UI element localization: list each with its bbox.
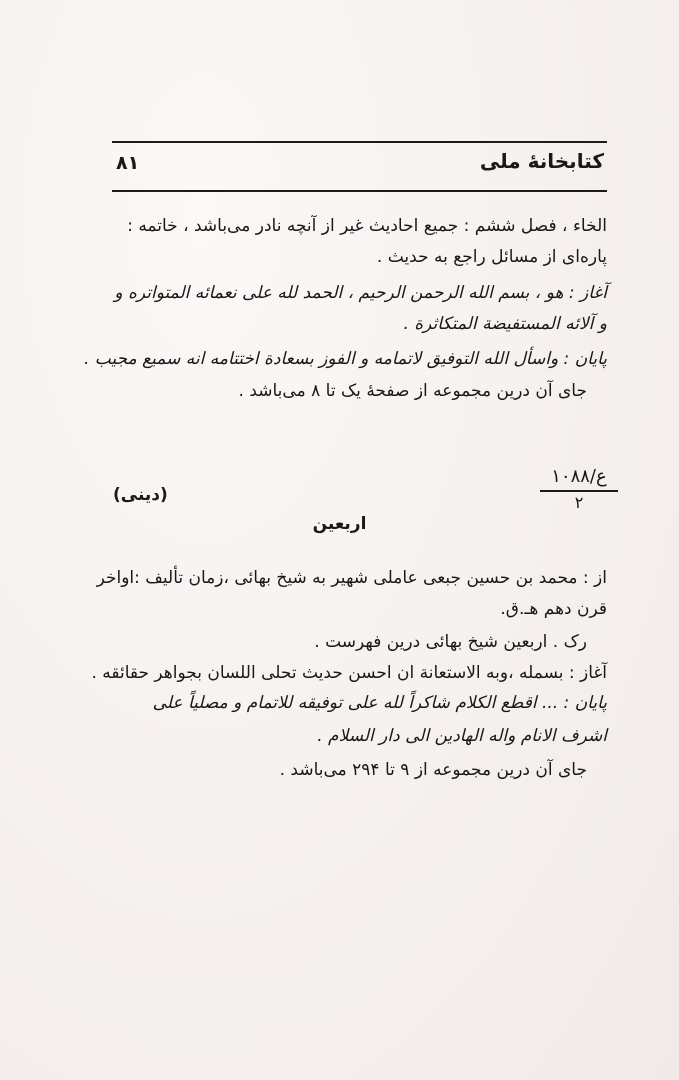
page-number: ۸۱	[116, 152, 140, 174]
entry-author-line-2: قرن دهم هـ.ق.	[500, 599, 607, 619]
entry-incipit: آغاز : بسمله ،وبه الاستعانة ان احسن حدیث تحلی اللسان بجواهر حقائقه .	[91, 663, 607, 683]
entry-title: اربعین	[312, 514, 367, 534]
entry-explicit-1: پایان : ... اقطع الکلام شاکراً لله علی توفیقه للاتمام و مصلیاً علی	[152, 693, 607, 713]
prev-entry-incipit-1: آغاز : هو ، بسم الله الرحمن الرحیم ، الحمد لله علی نعمائه المتواتره و	[114, 283, 607, 303]
header-top-rule	[112, 141, 607, 143]
entry-reference: رک . اربعین شیخ بهائی درین فهرست .	[314, 632, 587, 652]
prev-entry-location: جای آن درین مجموعه از صفحهٔ یک تا ۸ می‌باشد .	[238, 381, 587, 401]
prev-entry-line-2: پاره‌ای از مسائل راجع به حدیث .	[376, 247, 607, 267]
entry-author-line-1: از : محمد بن حسین جبعی عاملی شهیر به شیخ بهائی ،زمان تألیف :اواخر	[96, 568, 607, 588]
prev-entry-incipit-2: و آلائه المستفیضة المتکاثرة .	[403, 314, 607, 334]
shelf-mark	[540, 466, 618, 512]
entry-location: جای آن درین مجموعه از ۹ تا ۲۹۴ می‌باشد .	[279, 760, 587, 780]
entry-explicit-2: اشرف الانام واله الهادین الی دار السلام .	[317, 726, 607, 746]
entry-category: (دینی)	[113, 485, 168, 505]
running-header-title: کتابخانهٔ ملی	[479, 149, 604, 173]
shelf-mark-divider	[540, 490, 618, 492]
prev-entry-explicit: پایان : واسأل الله التوفیق لاتمامه و الفوز بسعادة اختتامه انه سمیع مجیب .	[83, 349, 607, 369]
prev-entry-line-1: الخاء ، فصل ششم : جمیع احادیث غیر از آنچه نادر می‌باشد ، خاتمه :	[127, 216, 607, 236]
shelf-mark-bottom: ۲	[574, 493, 584, 512]
shelf-mark-top: ع/۱۰۸۸	[551, 466, 607, 487]
header-bottom-rule	[112, 190, 607, 192]
